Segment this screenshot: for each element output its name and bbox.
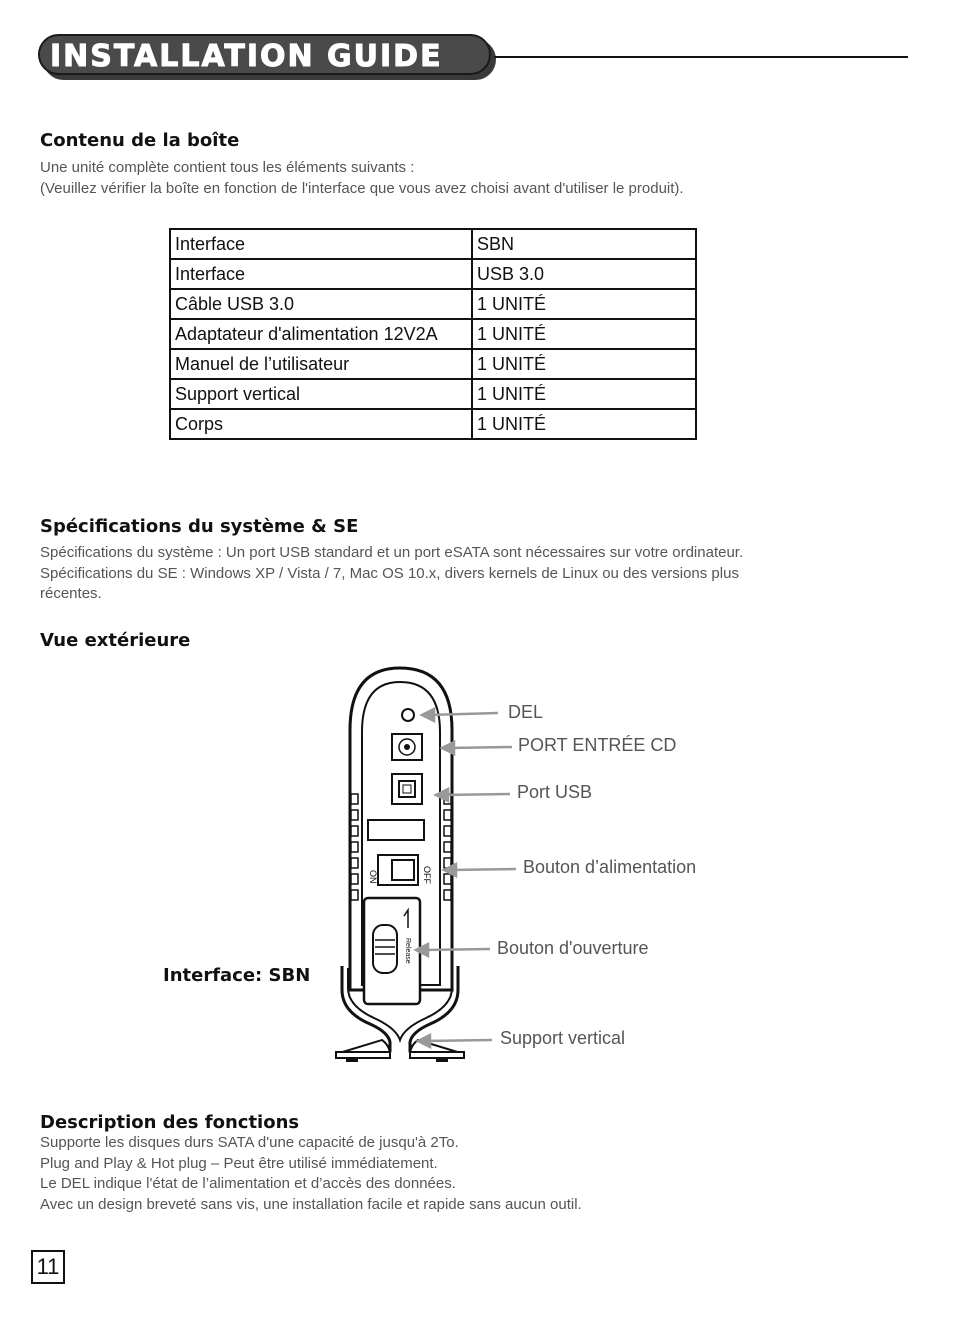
callout-usb-port: Port USB: [517, 782, 593, 802]
banner-pill: [38, 34, 491, 75]
specs-line: récentes.: [40, 585, 102, 602]
functions-line: Supporte les disques durs SATA d'une capacité de jusqu'à 2To.: [40, 1134, 459, 1151]
table-cell-item: Support vertical: [170, 379, 472, 409]
device-slot: [368, 820, 424, 840]
functions-line: Plug and Play & Hot plug – Peut être utilisé immédiatement.: [40, 1154, 438, 1172]
release-button: [373, 925, 397, 973]
table-cell-qty: 1 UNITÉ: [472, 319, 696, 349]
usb-port: [392, 774, 422, 804]
callout-power-button: Bouton d’alimentation: [523, 857, 697, 877]
release-label: Release: [404, 938, 411, 964]
callout-dc-port: PORT ENTRÉE CD: [518, 735, 677, 755]
led-indicator: [402, 709, 414, 721]
table-row: [170, 379, 696, 409]
contents-line: Une unité complète contient tous les éléments suivants :: [40, 159, 415, 176]
table-cell-qty: SBN: [472, 229, 696, 259]
callout-stand: Support vertical: [500, 1028, 626, 1048]
table-cell-item: Interface: [170, 229, 472, 259]
functions-text: [40, 1133, 582, 1215]
specs-text: [40, 543, 743, 605]
table-cell-qty: USB 3.0: [472, 259, 696, 289]
table-row: [170, 349, 696, 379]
contents-table: [169, 228, 697, 440]
page-title: INSTALLATION GUIDE: [50, 39, 443, 74]
specs-heading: Spécifications du système & SE: [40, 516, 359, 537]
table-cell-qty: 1 UNITÉ: [472, 349, 696, 379]
callout-release-button: Bouton d'ouverture: [497, 938, 649, 958]
interface-label: Interface: SBN: [163, 965, 311, 986]
title-banner: [38, 34, 496, 80]
table-cell-item: Adaptateur d'alimentation 12V2A: [170, 319, 472, 349]
table-cell-item: Interface: [170, 259, 472, 289]
functions-line: Avec un design breveté sans vis, une installation facile et rapide sans aucun outil.: [40, 1195, 582, 1213]
table-cell-item: Câble USB 3.0: [170, 289, 472, 319]
exterior-heading: Vue extérieure: [40, 630, 191, 651]
page-number: 11: [31, 1250, 65, 1284]
specs-line: Spécifications du SE : Windows XP / Vista / 7, Mac OS 10.x, divers kernels de Linux ou des versions plus: [40, 564, 739, 582]
header-rule: [494, 56, 908, 58]
contents-intro: [40, 158, 684, 199]
table-cell-qty: 1 UNITÉ: [472, 379, 696, 409]
functions-line: Le DEL indique l'état de l’alimentation et d’accès des données.: [40, 1175, 456, 1192]
table-row: [170, 229, 696, 259]
switch-off-label: OFF: [422, 866, 432, 884]
specs-line: Spécifications du système : Un port USB standard et un port eSATA sont nécessaires sur votre ordinateur.: [40, 544, 744, 561]
table-cell-item: Manuel de l’utilisateur: [170, 349, 472, 379]
table-cell-qty: 1 UNITÉ: [472, 409, 696, 439]
functions-heading: Description des fonctions: [40, 1112, 300, 1133]
table-row: [170, 319, 696, 349]
table-row: [170, 289, 696, 319]
contents-heading: Contenu de la boîte: [40, 130, 240, 151]
table-row: [170, 409, 696, 439]
callout-led: DEL: [508, 702, 544, 722]
switch-on-label: ON: [368, 870, 378, 884]
table-row: [170, 259, 696, 289]
table-cell-qty: 1 UNITÉ: [472, 289, 696, 319]
table-cell-item: Corps: [170, 409, 472, 439]
contents-line: (Veuillez vérifier la boîte en fonction de l'interface que vous avez choisi avant d'utiliser le produit).: [40, 179, 684, 197]
